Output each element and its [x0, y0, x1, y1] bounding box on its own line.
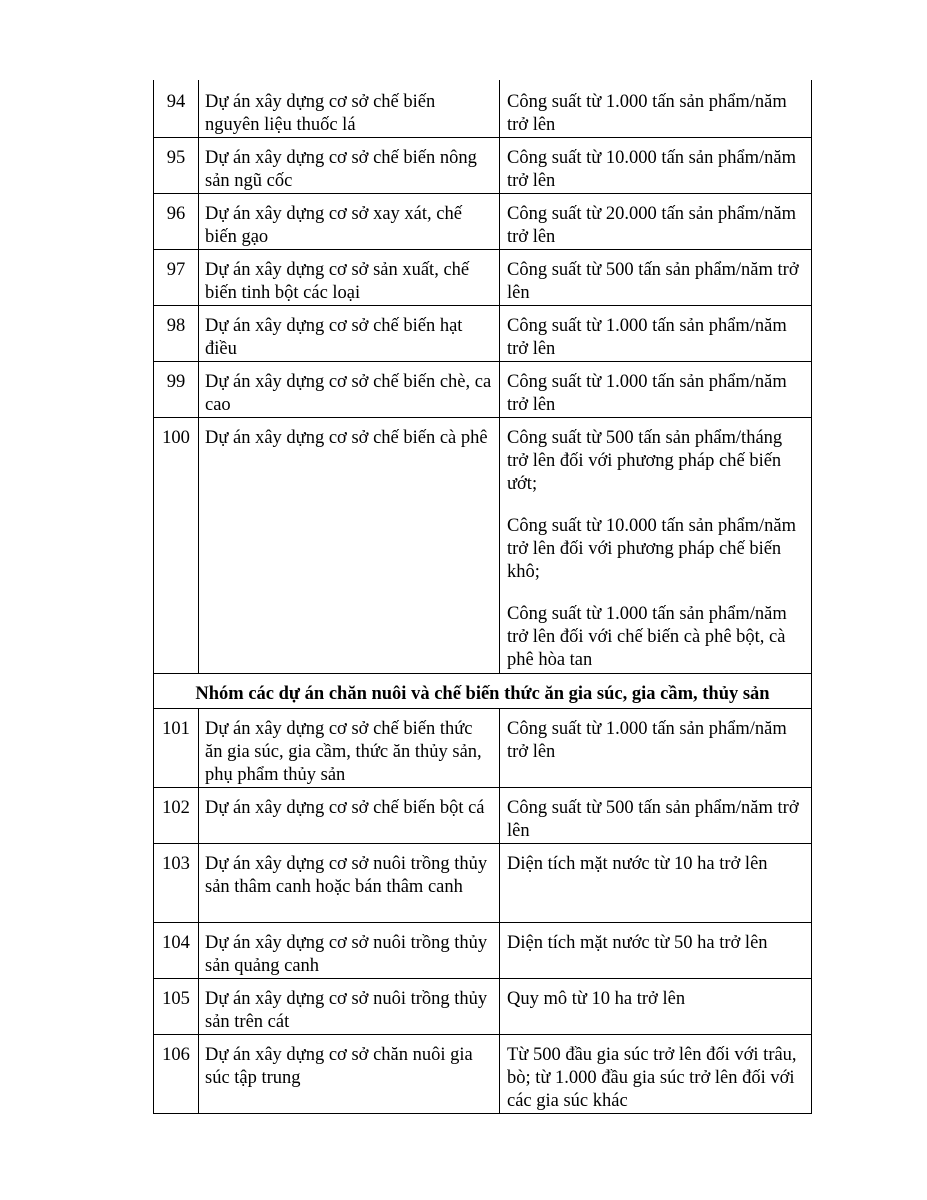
project-description: Dự án xây dựng cơ sở chế biến chè, ca cao — [199, 362, 500, 418]
row-number: 101 — [154, 709, 199, 788]
regulation-table — [153, 80, 812, 1114]
capacity-cell — [500, 1035, 812, 1114]
capacity-text: Công suất từ 10.000 tấn sản phẩm/năm trở lên — [507, 148, 797, 191]
capacity-cell — [500, 194, 812, 250]
capacity-cell — [500, 362, 812, 418]
table-row — [154, 788, 812, 844]
table-row — [154, 250, 812, 306]
capacity-text: Diện tích mặt nước từ 10 ha trở lên — [507, 854, 768, 874]
table-row — [154, 138, 812, 194]
row-number: 95 — [154, 138, 199, 194]
project-description: Dự án xây dựng cơ sở chế biến cà phê — [199, 418, 500, 674]
capacity-text: Công suất từ 500 tấn sản phẩm/năm trở lên — [507, 798, 799, 841]
project-description: Dự án xây dựng cơ sở chế biến hạt điều — [199, 306, 500, 362]
row-number: 102 — [154, 788, 199, 844]
capacity-text: Quy mô từ 10 ha trở lên — [507, 989, 686, 1009]
capacity-text: Công suất từ 500 tấn sản phẩm/năm trở lên — [507, 260, 799, 303]
row-number: 94 — [154, 80, 199, 138]
capacity-text: Công suất từ 1.000 tấn sản phẩm/năm trở lên — [507, 316, 787, 359]
project-description: Dự án xây dựng cơ sở chế biến nguyên liệu thuốc lá — [199, 80, 500, 138]
capacity-cell — [500, 306, 812, 362]
project-description: Dự án xây dựng cơ sở chế biến nông sản ngũ cốc — [199, 138, 500, 194]
capacity-cell — [500, 979, 812, 1035]
table-row — [154, 979, 812, 1035]
table-row — [154, 923, 812, 979]
project-description: Dự án xây dựng cơ sở chế biến thức ăn gia súc, gia cầm, thức ăn thủy sản, phụ phẩm thủy sản — [199, 709, 500, 788]
row-number: 97 — [154, 250, 199, 306]
capacity-text: Từ 500 đầu gia súc trở lên đối với trâu, bò; từ 1.000 đầu gia súc trở lên đối với các gia súc khác — [507, 1045, 797, 1111]
table-row — [154, 362, 812, 418]
table-row — [154, 80, 812, 138]
table-row — [154, 1035, 812, 1114]
capacity-text: Công suất từ 1.000 tấn sản phẩm/năm trở lên đối với chế biến cà phê bột, cà phê hòa tan — [507, 604, 787, 670]
table-body — [154, 80, 812, 1114]
capacity-text: Công suất từ 10.000 tấn sản phẩm/năm trở lên đối với phương pháp chế biến khô; — [507, 516, 797, 582]
capacity-cell — [500, 788, 812, 844]
table-row — [154, 709, 812, 788]
capacity-text: Công suất từ 1.000 tấn sản phẩm/năm trở lên — [507, 719, 787, 762]
capacity-cell — [500, 80, 812, 138]
project-description: Dự án xây dựng cơ sở xay xát, chế biến gạo — [199, 194, 500, 250]
row-number: 103 — [154, 844, 199, 923]
row-number: 96 — [154, 194, 199, 250]
capacity-text: Công suất từ 1.000 tấn sản phẩm/năm trở lên — [507, 372, 787, 415]
row-number: 98 — [154, 306, 199, 362]
group-heading-row — [154, 674, 812, 709]
capacity-cell — [500, 709, 812, 788]
capacity-text: Công suất từ 1.000 tấn sản phẩm/năm trở lên — [507, 92, 787, 135]
group-heading: Nhóm các dự án chăn nuôi và chế biến thức ăn gia súc, gia cầm, thủy sản — [154, 674, 812, 709]
row-number: 100 — [154, 418, 199, 674]
row-number: 105 — [154, 979, 199, 1035]
table-row — [154, 418, 812, 674]
capacity-cell — [500, 250, 812, 306]
capacity-text: Diện tích mặt nước từ 50 ha trở lên — [507, 933, 768, 953]
table-row — [154, 306, 812, 362]
project-description: Dự án xây dựng cơ sở chăn nuôi gia súc tập trung — [199, 1035, 500, 1114]
row-number: 104 — [154, 923, 199, 979]
capacity-cell — [500, 418, 812, 674]
row-number: 99 — [154, 362, 199, 418]
capacity-cell — [500, 138, 812, 194]
capacity-text: Công suất từ 500 tấn sản phẩm/tháng trở lên đối với phương pháp chế biến ướt; — [507, 428, 783, 494]
capacity-text: Công suất từ 20.000 tấn sản phẩm/năm trở lên — [507, 204, 797, 247]
project-description: Dự án xây dựng cơ sở sản xuất, chế biến tinh bột các loại — [199, 250, 500, 306]
capacity-cell — [500, 844, 812, 923]
row-number: 106 — [154, 1035, 199, 1114]
project-description: Dự án xây dựng cơ sở chế biến bột cá — [199, 788, 500, 844]
project-description: Dự án xây dựng cơ sở nuôi trồng thủy sản thâm canh hoặc bán thâm canh — [199, 844, 500, 923]
table-row — [154, 194, 812, 250]
project-description: Dự án xây dựng cơ sở nuôi trồng thủy sản quảng canh — [199, 923, 500, 979]
table-row — [154, 844, 812, 923]
project-description: Dự án xây dựng cơ sở nuôi trồng thủy sản trên cát — [199, 979, 500, 1035]
capacity-cell — [500, 923, 812, 979]
